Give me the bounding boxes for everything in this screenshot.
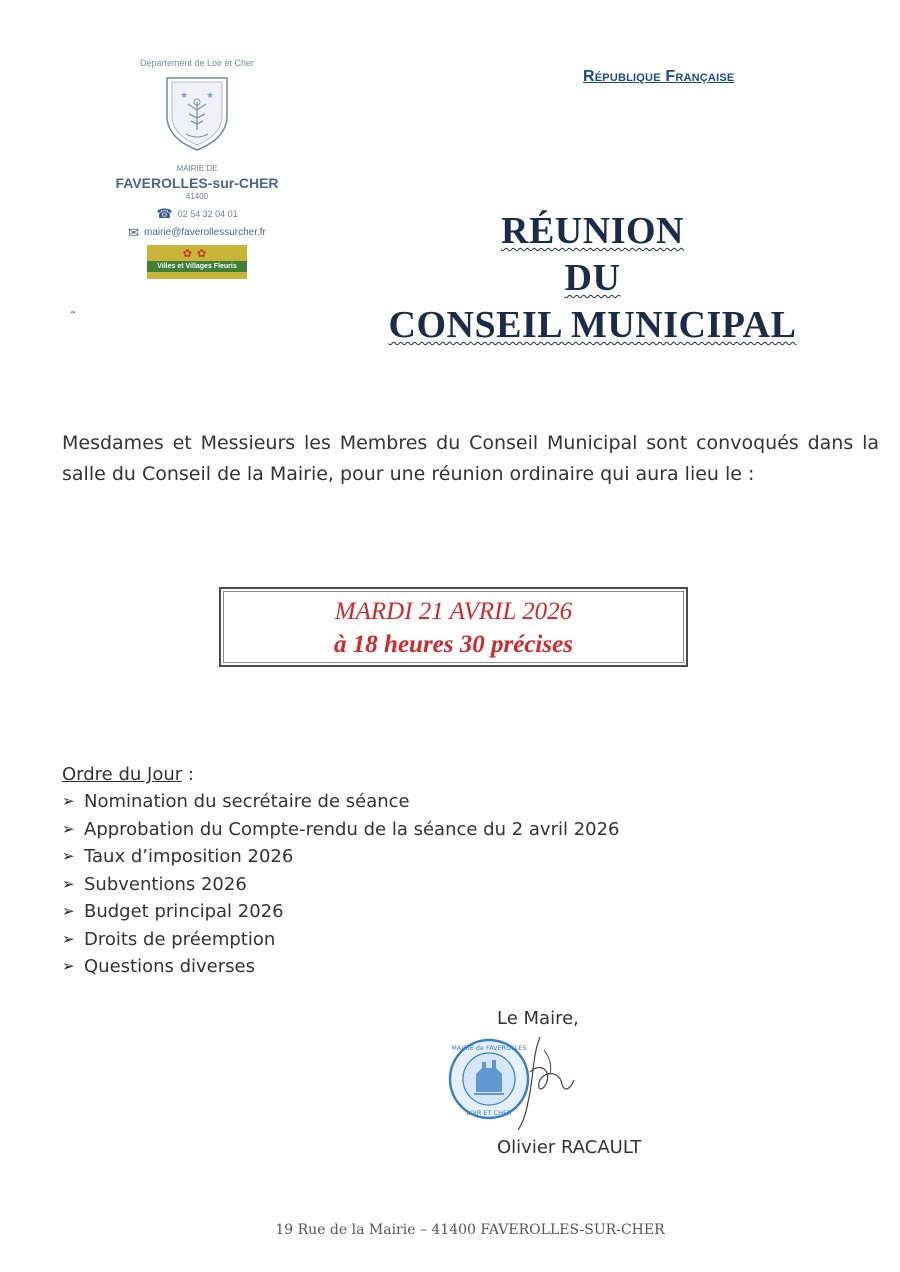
- agenda-list: [62, 788, 842, 981]
- letterhead: [92, 58, 302, 279]
- arrow-bullet-icon: ➢: [62, 874, 75, 893]
- arrow-bullet-icon: ➢: [62, 902, 75, 920]
- agenda-item-text: Approbation du Compte-rendu de la séance du 2 avril 2026: [84, 818, 620, 840]
- page-title: [360, 208, 825, 349]
- email-icon: ✉: [128, 225, 140, 240]
- department-label: Département de Loir et Cher: [139, 58, 255, 68]
- list-item: [62, 843, 842, 871]
- footer-address: 19 Rue de la Mairie – 41400 FAVEROLLES-SUR-CHER: [275, 1222, 665, 1238]
- agenda-item-text: Droits de préemption: [84, 928, 276, 950]
- title-line-3: CONSEIL MUNICIPAL: [388, 304, 797, 346]
- email-line: [92, 226, 302, 239]
- convocation-text: Mesdames et Messieurs les Membres du Conseil Municipal sont convoqués dans la salle du Conseil de la Mairie, pour une réunion ordinaire qui aura lieu le :: [62, 432, 879, 485]
- mairie-de-label: MAIRIE DE: [176, 164, 218, 173]
- agenda-item-text: Nomination du secrétaire de séance: [84, 791, 410, 812]
- arrow-bullet-icon: ➢: [62, 792, 75, 810]
- meeting-time: à 18 heures 30 précises: [334, 631, 573, 658]
- svg-text:★: ★: [206, 91, 215, 101]
- agenda-item-text: Questions diverses: [84, 956, 255, 977]
- coat-of-arms-icon: [162, 74, 232, 152]
- phone-number: 02 54 32 04 01: [177, 208, 238, 219]
- scan-mark: ˜: [70, 310, 76, 324]
- arrow-bullet-icon: ➢: [62, 929, 75, 948]
- agenda-item-text: Taux d’imposition 2026: [84, 846, 294, 867]
- agenda-heading-text: Ordre du Jour: [62, 764, 183, 785]
- title-line-2: DU: [564, 257, 621, 299]
- svg-text:★: ★: [180, 91, 189, 101]
- title-line-1: RÉUNION: [501, 210, 684, 252]
- flowers-icon: ✿✿: [182, 247, 212, 260]
- list-item: [62, 816, 842, 844]
- republique-francaise: République Française: [583, 68, 735, 85]
- list-item: [62, 788, 842, 816]
- badge-label: Villes et Villages Fleuris: [147, 261, 247, 272]
- list-item: [62, 953, 842, 981]
- email-address: mairie@faverollessurcher.fr: [144, 227, 266, 238]
- list-item: [62, 871, 842, 899]
- agenda-item-text: Subventions 2026: [84, 873, 247, 895]
- agenda: [62, 762, 842, 981]
- arrow-bullet-icon: ➢: [62, 819, 75, 838]
- list-item: [62, 926, 842, 954]
- telephone-icon: ☎: [156, 206, 173, 221]
- postcode: 41400: [185, 192, 209, 201]
- arrow-bullet-icon: ➢: [62, 957, 75, 975]
- agenda-item-text: Budget principal 2026: [84, 901, 284, 922]
- villes-fleuris-badge: [147, 245, 247, 279]
- arrow-bullet-icon: ➢: [62, 847, 75, 865]
- list-item: [62, 898, 842, 926]
- svg-text:MAIRIE de FAVEROLLES: MAIRIE de FAVEROLLES: [451, 1044, 527, 1052]
- signatory-name: Olivier RACAULT: [497, 1137, 642, 1158]
- meeting-date-box: [219, 587, 688, 667]
- town-name: FAVEROLLES-sur-CHER: [115, 175, 279, 191]
- agenda-heading: [62, 762, 842, 788]
- phone-line: [92, 207, 302, 220]
- svg-text:LOIR ET CHER: LOIR ET CHER: [466, 1109, 512, 1117]
- handwritten-signature: [510, 1032, 600, 1132]
- signatory-role: Le Maire,: [497, 1008, 579, 1029]
- meeting-date: MARDI 21 AVRIL 2026: [334, 598, 573, 625]
- agenda-heading-colon: :: [182, 764, 194, 785]
